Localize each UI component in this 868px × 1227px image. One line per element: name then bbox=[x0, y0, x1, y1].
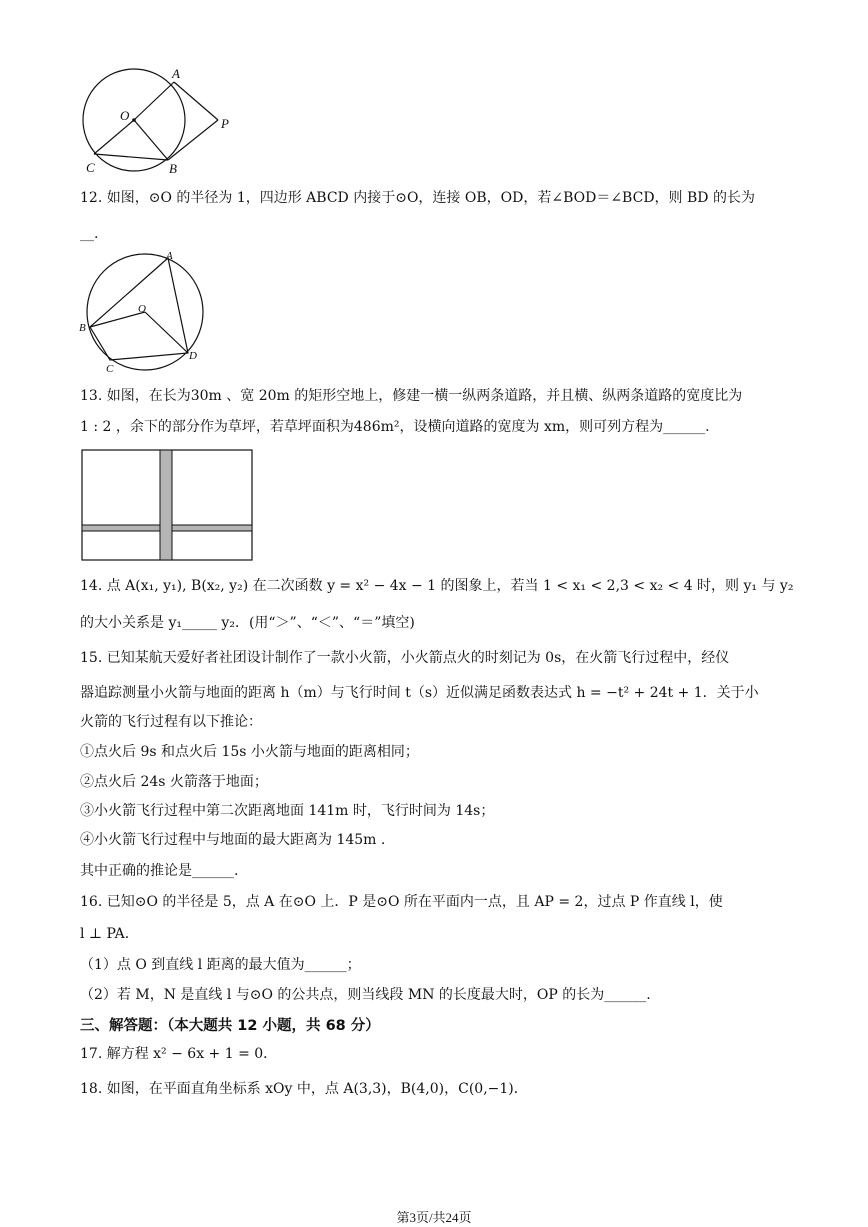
question-12-line-1: 12. 如图，⊙O 的半径为 1，四边形 ABCD 内接于⊙O，连接 OB，OD，若∠BOD＝∠BCD，则 BD 的长为 bbox=[80, 190, 755, 206]
question-15-line-2: 器追踪测量小火箭与地面的距离 h（m）与飞行时间 t（s）近似满足函数表达式 h = −t² + 24t + 1．关于小 bbox=[80, 685, 759, 701]
segment-cb bbox=[94, 154, 168, 160]
label-a: A bbox=[166, 250, 173, 262]
question-15-line-4: 其中正确的推论是______. bbox=[80, 863, 239, 879]
question-15-item-2: ②点火后 24s 火箭落于地面； bbox=[80, 774, 268, 790]
label-b: B bbox=[169, 161, 177, 176]
figure-circle-tangents bbox=[78, 62, 248, 182]
question-13-line-2: 1 : 2 ，余下的部分作为草坪，若草坪面积为486m²，设横向道路的宽度为 xm，则可列方程为______. bbox=[80, 419, 710, 435]
question-15-item-1: ①点火后 9s 和点火后 15s 小火箭与地面的距离相同； bbox=[80, 744, 419, 760]
section-heading-3: 三、解答题：（本大题共 12 小题，共 68 分） bbox=[80, 1018, 380, 1034]
question-13-line-1: 13. 如图，在长为30m 、宽 20m 的矩形空地上，修建一横一纵两条道路，并且横、纵两条道路的宽度比为 bbox=[80, 388, 743, 404]
segment-co bbox=[94, 120, 134, 154]
question-15-line-3: 火箭的飞行过程有以下推论： bbox=[80, 714, 262, 730]
question-16-line-2: l ⊥ PA． bbox=[80, 926, 139, 942]
question-15-item-4: ④小火箭飞行过程中与地面的最大距离为 145m . bbox=[80, 832, 386, 848]
label-o: O bbox=[138, 303, 146, 315]
label-a: A bbox=[172, 66, 180, 81]
question-14-line-2: 的大小关系是 y₁_____ y₂．(用“＞”、“＜”、“＝”填空) bbox=[80, 615, 415, 631]
point-o bbox=[132, 118, 136, 122]
segment-bp bbox=[168, 120, 218, 160]
page-footer: 第3页/共24页 bbox=[396, 1210, 472, 1225]
question-12-line-2: __. bbox=[80, 226, 99, 242]
question-14-line-1: 14. 点 A(x₁, y₁), B(x₂, y₂) 在二次函数 y = x² − 4x − 1 的图象上，若当 1 < x₁ < 2,3 < x₂ < 4 时，则 y₁ 与 y₂ bbox=[80, 578, 794, 594]
segment-od bbox=[145, 312, 188, 353]
label-o: O bbox=[120, 108, 130, 123]
label-b: B bbox=[79, 322, 86, 334]
figure-rectangle-roads bbox=[80, 448, 256, 564]
label-p: P bbox=[221, 116, 229, 131]
question-16-part-1: （1）点 O 到直线 l 距离的最大值为______； bbox=[80, 957, 361, 973]
question-16-line-1: 16. 已知⊙O 的半径是 5，点 A 在⊙O 上．P 是⊙O 所在平面内一点，且 AP = 2，过点 P 作直线 l，使 bbox=[80, 894, 723, 910]
question-16-part-2: （2）若 M，N 是直线 l 与⊙O 的公共点，则当线段 MN 的长度最大时，OP 的长为______. bbox=[80, 987, 651, 1003]
segment-ap bbox=[174, 82, 218, 120]
question-17: 17. 解方程 x² − 6x + 1 = 0． bbox=[80, 1046, 278, 1062]
figure-inscribed-quadrilateral bbox=[74, 250, 214, 375]
label-d: D bbox=[189, 350, 197, 362]
question-15-item-3: ③小火箭飞行过程中第二次距离地面 141m 时，飞行时间为 14s； bbox=[80, 803, 495, 819]
segment-oa bbox=[134, 82, 174, 120]
segment-ob bbox=[134, 120, 168, 160]
label-c: C bbox=[86, 160, 95, 175]
vertical-road bbox=[160, 450, 172, 560]
question-15-line-1: 15. 已知某航天爱好者社团设计制作了一款小火箭，小火箭点火的时刻记为 0s，在火箭飞行过程中，经仪 bbox=[80, 650, 730, 666]
label-c: C bbox=[106, 363, 114, 375]
question-18: 18. 如图，在平面直角坐标系 xOy 中，点 A(3,3)，B(4,0)，C(0,−1)． bbox=[80, 1081, 528, 1097]
